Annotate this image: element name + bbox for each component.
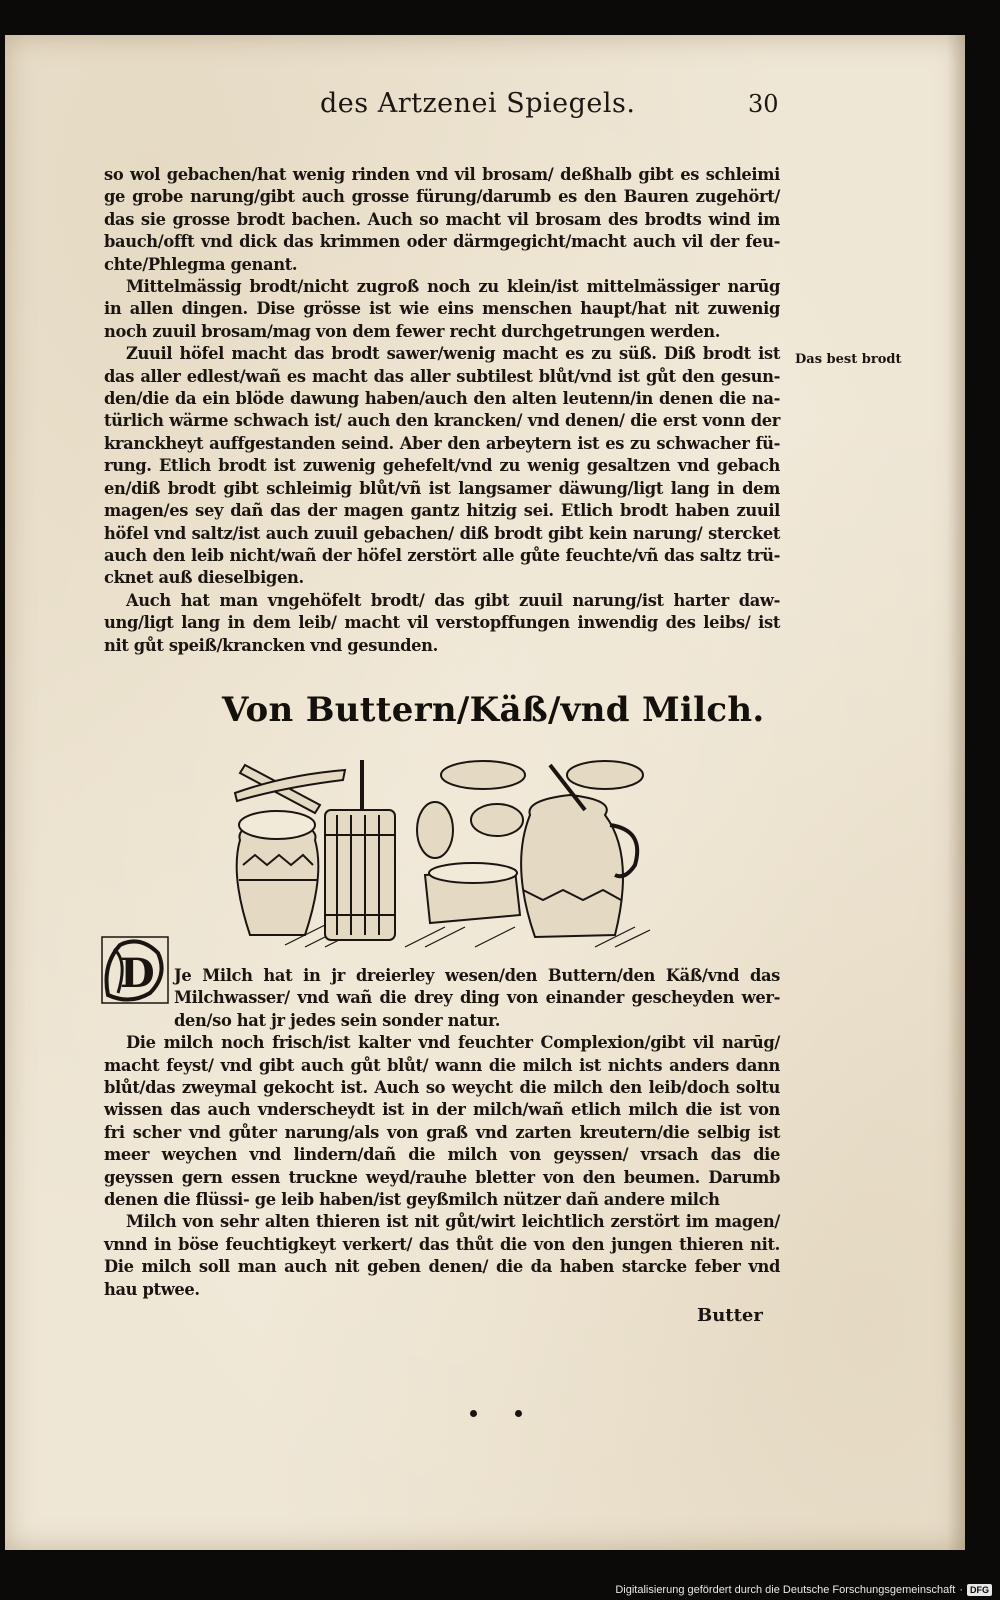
paragraph: Auch hat man vngehöfelt brodt/ das gibt zuuil narung/ist harter daw- ung/ligt lang in dem leib/ macht vil verstopffungen inwendig des leibs/ ist nit gůt speiß/krancken vnd gesunden. bbox=[104, 590, 780, 655]
paragraph: Zuuil höfel macht das brodt sawer/wenig macht es zu süß. Diß brodt ist das aller edlest/wañ es macht das aller subtilest blůt/vnd ist gůt den gesun- den/die da ein blöde dawung haben/auch den alten leutenn/in denen die na- türlich wärme schwach ist/ auch den krancken/ vnd denen/ die erst vonn der kranckheyt auffgestanden seind. Aber den arbeytern ist es zu schwacher fü- rung. Etlich brodt ist zuwenig gehefelt/vnd zu wenig gesaltzen vnd gebach en/diß brodt gibt schleimig blůt/vñ ist langsamer däwung/ligt lang in dem magen/es sey dañ das der magen gantz hitzig sei. Etlich brodt haben zuuil höfel vnd saltz/ist auch zuuil gebachen/ diß brodt gibt kein narung/ stercket auch den leib nicht/wañ der höfel zerstört alle gůte feuchte/vñ das saltz trü- cknet auß dieselbigen. bbox=[104, 344, 780, 588]
text-block-milk bbox=[104, 965, 780, 1301]
cheese-wheel bbox=[441, 761, 525, 789]
text-block-bread bbox=[104, 164, 780, 657]
paragraph: Je Milch hat in jr dreierley wesen/den Buttern/den Käß/vnd das Milchwasser/ vnd wañ die drey ding von einander gescheyden wer- den/so hat jr jedes sein sonder natur. bbox=[174, 966, 780, 1030]
milk-jug bbox=[521, 795, 623, 937]
cheese-loaf bbox=[417, 802, 453, 858]
dfg-logo-icon: DFG bbox=[967, 1584, 992, 1596]
folio-number: 30 bbox=[748, 90, 779, 118]
butter-churn bbox=[325, 810, 395, 940]
ornamental-dots bbox=[470, 1402, 560, 1421]
catchword: Butter bbox=[697, 1305, 763, 1326]
paragraph: Milch von sehr alten thieren ist nit gůt/wirt leichtlich zerstört im magen/ vnnd in böse feuchtigkeyt verkert/ das thůt die von den jungen thieren nit. Die milch soll man auch nit geben denen/ die da haben starcke feber vnd hau ptwee. bbox=[104, 1212, 780, 1299]
initial-letter: D bbox=[120, 950, 155, 997]
woodcut-illustration bbox=[225, 755, 655, 955]
section-heading: Von Buttern/Käß/vnd Milch. bbox=[222, 690, 765, 730]
paragraph: Mittelmässig brodt/nicht zugroß noch zu klein/ist mittelmässiger narūg in allen dingen. Dise grösse ist wie eins menschen haupt/hat nit zuwenig noch zuuil brosam/mag von dem fewer recht durchgetrungen werden. bbox=[104, 277, 780, 341]
running-head: des Artzenei Spiegels. bbox=[320, 88, 636, 119]
footer-credit: Digitalisierung gefördert durch die Deutsche Forschungsgemeinschaft · DFG bbox=[615, 1584, 992, 1596]
page-edge-shadow bbox=[947, 35, 965, 1550]
pot-contents bbox=[239, 811, 315, 839]
paragraph: so wol gebachen/hat wenig rinden vnd vil brosam/ deßhalb gibt es schleimi ge grobe narung/gibt auch grosse fürung/darumb es den Bauren zugehört/ das sie grosse brodt bachen. Auch so macht vil brosam des brodts wind im bauch/offt vnd dick das krimmen oder därmgegicht/macht auch vil der feu- chte/Phlegma genant. bbox=[104, 165, 780, 274]
footer-text: Digitalisierung gefördert durch die Deutsche Forschungsgemeinschaft bbox=[615, 1584, 956, 1596]
marginal-note: Das best brodt bbox=[795, 352, 902, 367]
cheese-wheel bbox=[567, 761, 643, 789]
cheese-loaf bbox=[471, 804, 523, 836]
paragraph: Die milch noch frisch/ist kalter vnd feuchter Complexion/gibt vil narūg/ macht feyst/ vnd gibt auch gůt blůt/ wann die milch ist nichts anders dann blůt/das zweymal gekocht ist. Auch so weycht die milch den leib/doch soltu wissen das auch vnderscheydt ist in der milch/wañ etlich milch die ist von fri scher vnd gůter narung/als von graß vnd zarten kreutern/die selbig ist meer weychen vnd lindern/dañ die milch von geyssen/ vrsach das die geyssen gern essen truckne weyd/rauhe bletter von den beumen. Darumb denen die flüssi- ge leib haben/ist geyßmilch nützer dañ andere milch bbox=[104, 1033, 780, 1210]
